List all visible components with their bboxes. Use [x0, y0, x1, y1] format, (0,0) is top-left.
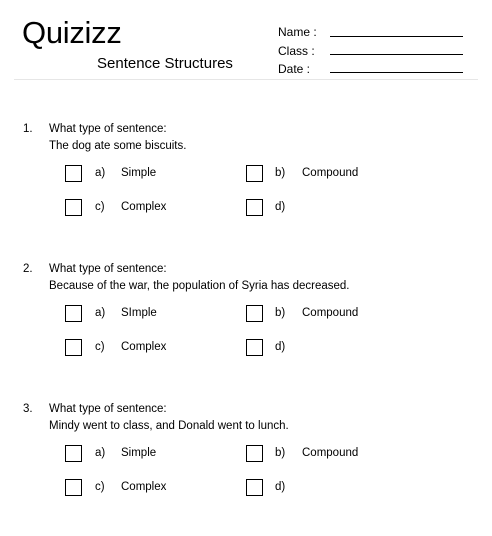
- option-label: Complex: [121, 341, 167, 353]
- class-line: [330, 54, 463, 55]
- option-d[interactable]: [246, 199, 406, 217]
- option-label: Compound: [302, 307, 359, 319]
- option-letter: d): [275, 341, 286, 353]
- question-text: Because of the war, the population of Syria has decreased.: [49, 280, 350, 292]
- option-label: Complex: [121, 201, 167, 213]
- checkbox[interactable]: [246, 165, 263, 182]
- option-c[interactable]: [65, 199, 225, 217]
- option-letter: a): [95, 307, 106, 319]
- question-3: [0, 402, 492, 536]
- name-line: [330, 36, 463, 37]
- option-label: SImple: [121, 307, 157, 319]
- question-number: 3.: [23, 403, 33, 415]
- option-a[interactable]: [65, 305, 225, 323]
- option-label: Simple: [121, 167, 157, 179]
- option-c[interactable]: [65, 339, 225, 357]
- brand-logo: Quizizz: [22, 15, 122, 50]
- option-label: Complex: [121, 481, 167, 493]
- class-label: Class :: [278, 44, 315, 58]
- checkbox[interactable]: [246, 339, 263, 356]
- question-number: 1.: [23, 123, 33, 135]
- question-text: The dog ate some biscuits.: [49, 140, 187, 152]
- option-letter: c): [95, 201, 105, 213]
- question-prompt: What type of sentence:: [49, 123, 167, 135]
- option-letter: b): [275, 167, 286, 179]
- option-c[interactable]: [65, 479, 225, 497]
- question-prompt: What type of sentence:: [49, 263, 167, 275]
- date-line: [330, 72, 463, 73]
- question-1: [0, 122, 492, 256]
- checkbox[interactable]: [65, 339, 82, 356]
- checkbox[interactable]: [65, 305, 82, 322]
- checkbox[interactable]: [246, 445, 263, 462]
- checkbox[interactable]: [246, 305, 263, 322]
- option-a[interactable]: [65, 445, 225, 463]
- option-b[interactable]: [246, 305, 406, 323]
- checkbox[interactable]: [246, 199, 263, 216]
- option-d[interactable]: [246, 479, 406, 497]
- option-letter: a): [95, 167, 106, 179]
- checkbox[interactable]: [65, 479, 82, 496]
- option-letter: d): [275, 481, 286, 493]
- date-label: Date :: [278, 62, 311, 76]
- option-label: Simple: [121, 447, 157, 459]
- header-divider: [14, 79, 478, 80]
- option-letter: c): [95, 481, 105, 493]
- checkbox[interactable]: [65, 165, 82, 182]
- option-b[interactable]: [246, 445, 406, 463]
- question-2: [0, 262, 492, 396]
- option-a[interactable]: [65, 165, 225, 183]
- question-prompt: What type of sentence:: [49, 403, 167, 415]
- option-letter: d): [275, 201, 286, 213]
- option-label: Compound: [302, 447, 359, 459]
- option-b[interactable]: [246, 165, 406, 183]
- checkbox[interactable]: [246, 479, 263, 496]
- checkbox[interactable]: [65, 199, 82, 216]
- checkbox[interactable]: [65, 445, 82, 462]
- option-d[interactable]: [246, 339, 406, 357]
- worksheet-title: Sentence Structures: [97, 55, 233, 72]
- option-letter: b): [275, 307, 286, 319]
- option-letter: c): [95, 341, 105, 353]
- option-letter: a): [95, 447, 106, 459]
- option-label: Compound: [302, 167, 359, 179]
- question-number: 2.: [23, 263, 33, 275]
- name-label: Name :: [278, 25, 317, 39]
- option-letter: b): [275, 447, 286, 459]
- question-text: Mindy went to class, and Donald went to lunch.: [49, 420, 289, 432]
